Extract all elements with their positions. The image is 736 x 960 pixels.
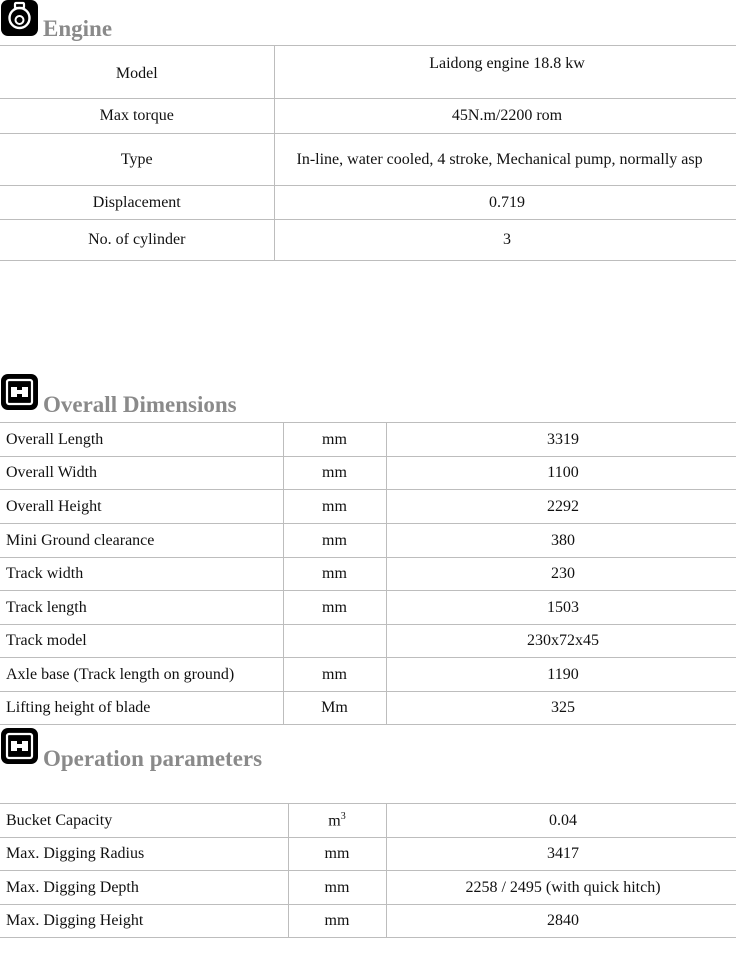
spec-label: Axle base (Track length on ground) [0, 658, 283, 692]
spec-value: 1190 [386, 658, 736, 692]
spec-label: Model [0, 46, 274, 99]
table-row [0, 838, 736, 871]
spec-value: 3 [274, 220, 736, 261]
table-row [0, 558, 736, 591]
engine-table [0, 45, 736, 261]
spec-label: Max. Digging Radius [0, 838, 288, 871]
spec-value: 3319 [386, 423, 736, 457]
table-row [0, 871, 736, 905]
excavator-icon [1, 728, 38, 764]
spec-value: 45N.m/2200 rom [274, 99, 736, 134]
spec-unit: mm [288, 838, 386, 871]
table-row [0, 46, 736, 99]
spec-unit: mm [288, 871, 386, 905]
table-row [0, 423, 736, 457]
spec-unit: mm [283, 457, 386, 490]
spec-label: Overall Width [0, 457, 283, 490]
table-row [0, 658, 736, 692]
spec-value: Laidong engine 18.8 kw [274, 46, 736, 99]
table-row [0, 490, 736, 524]
dimensions-section-title: Overall Dimensions [43, 392, 237, 417]
spec-unit: mm [283, 658, 386, 692]
table-row [0, 99, 736, 134]
spec-label: Type [0, 134, 274, 186]
spec-value: 230x72x45 [386, 625, 736, 658]
spec-label: Max. Digging Height [0, 905, 288, 938]
spec-value: 230 [386, 558, 736, 591]
excavator-icon [1, 374, 38, 410]
spec-label: Track length [0, 591, 283, 625]
spec-label: Overall Height [0, 490, 283, 524]
spec-label: Overall Length [0, 423, 283, 457]
spec-value: 1503 [386, 591, 736, 625]
spec-unit: mm [288, 905, 386, 938]
spec-unit [288, 804, 386, 838]
spec-value: 325 [386, 692, 736, 725]
table-row [0, 625, 736, 658]
spec-value: 0.719 [274, 186, 736, 220]
unit-superscript: 3 [340, 810, 346, 822]
spec-unit: mm [283, 423, 386, 457]
unit-text: m [328, 812, 341, 830]
table-row [0, 804, 736, 838]
spec-value: 0.04 [386, 804, 736, 838]
table-row [0, 524, 736, 558]
spec-label: Bucket Capacity [0, 804, 288, 838]
operation-section-title: Operation parameters [43, 746, 263, 771]
operation-table [0, 803, 736, 938]
spec-value: 2840 [386, 905, 736, 938]
spec-label: Displacement [0, 186, 274, 220]
spec-value: 2258 / 2495 (with quick hitch) [386, 871, 736, 905]
engine-section-title: Engine [43, 16, 113, 41]
spec-label: Track width [0, 558, 283, 591]
spec-unit: mm [283, 558, 386, 591]
table-row [0, 457, 736, 490]
table-row [0, 692, 736, 725]
spec-label: Mini Ground clearance [0, 524, 283, 558]
spec-label: Track model [0, 625, 283, 658]
engine-section-header [0, 0, 736, 46]
spec-value: In-line, water cooled, 4 stroke, Mechanical pump, normally asp [274, 134, 736, 186]
spec-value: 3417 [386, 838, 736, 871]
table-row [0, 905, 736, 938]
spec-unit: Mm [283, 692, 386, 725]
dimensions-table [0, 422, 736, 725]
spec-unit: mm [283, 490, 386, 524]
spec-label: Max. Digging Depth [0, 871, 288, 905]
spec-unit: mm [283, 524, 386, 558]
spec-label: No. of cylinder [0, 220, 274, 261]
table-row [0, 591, 736, 625]
spec-label: Max torque [0, 99, 274, 134]
spec-value: 1100 [386, 457, 736, 490]
spec-unit: mm [283, 591, 386, 625]
table-row [0, 134, 736, 186]
table-row [0, 220, 736, 261]
spec-value: 2292 [386, 490, 736, 524]
spec-value: 380 [386, 524, 736, 558]
operation-section-header [0, 728, 736, 774]
dimensions-section-header [0, 374, 736, 420]
table-row [0, 186, 736, 220]
engine-icon [1, 0, 38, 36]
spec-unit [283, 625, 386, 658]
spec-label: Lifting height of blade [0, 692, 283, 725]
